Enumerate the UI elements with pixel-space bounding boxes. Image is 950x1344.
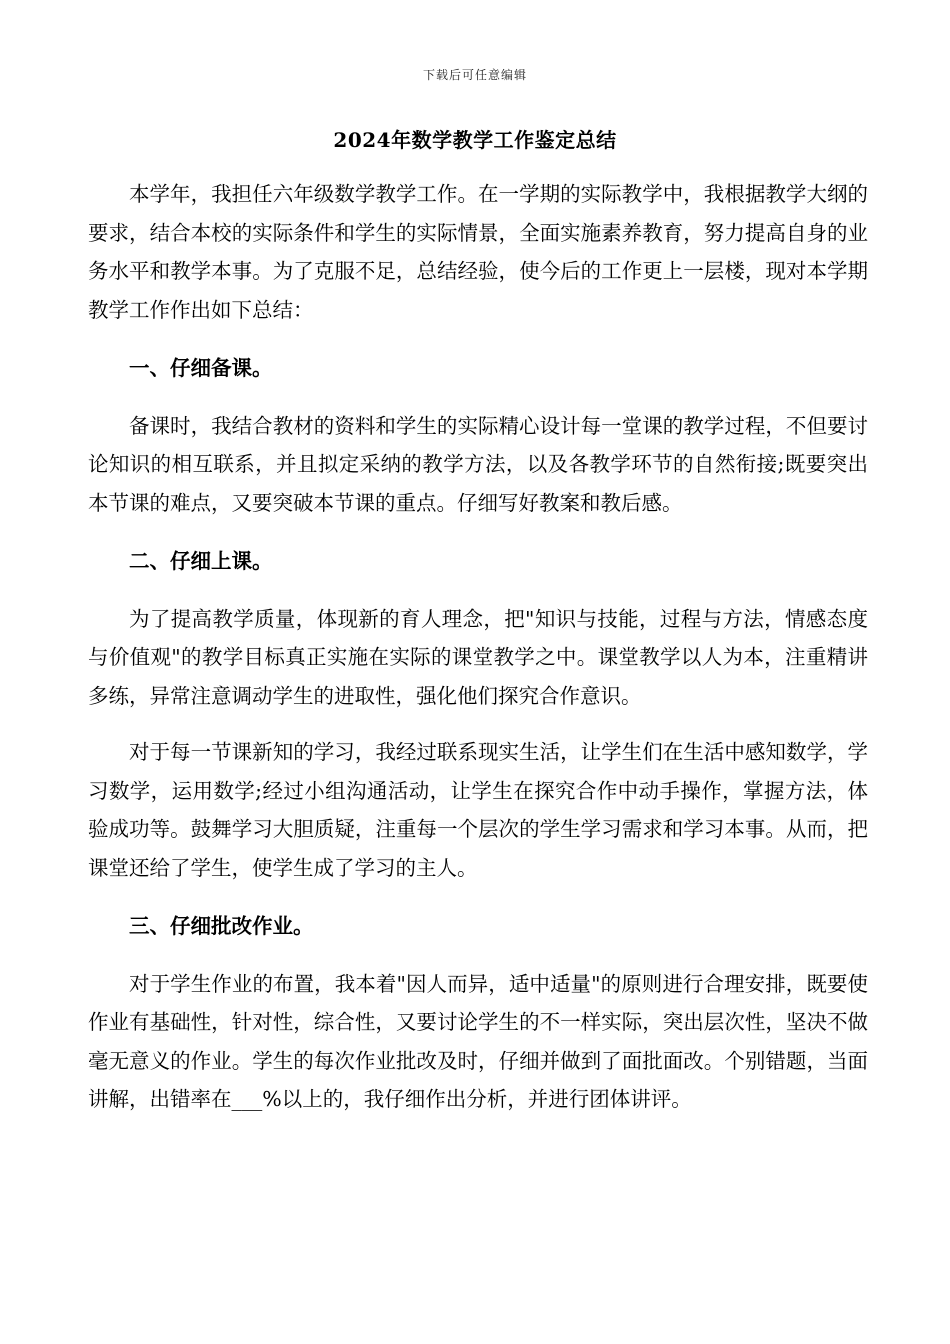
intro-paragraph: 本学年，我担任六年级数学教学工作。在一学期的实际教学中，我根据教学大纲的要求，结合本校的实际条件和学生的实际情景，全面实施素养教育，努力提高自身的业务水平和教学本事。为了克服不足，总结经验，使今后的工作更上一层楼，现对本学期教学工作作出如下总结： — [88, 182, 868, 322]
section-heading-2: 二、仔细上课。 — [129, 549, 273, 573]
section-2-paragraph-2: 对于每一节课新知的学习，我经过联系现实生活，让学生们在生活中感知数学，学习数学，运用数学;经过小组沟通活动，让学生在探究合作中动手操作，掌握方法，体验成功等。鼓舞学习大胆质疑，注重每一个层次的学生学习需求和学习本事。从而，把课堂还给了学生，使学生成了学习的主人。 — [88, 740, 868, 880]
section-1-paragraph-1: 备课时，我结合教材的资料和学生的实际精心设计每一堂课的教学过程，不但要讨论知识的相互联系，并且拟定采纳的教学方法，以及各教学环节的自然衔接;既要突出本节课的难点，又要突破本节课的重点。仔细写好教案和教后感。 — [88, 413, 868, 515]
document-body — [88, 175, 868, 1119]
document-title: 2024年数学教学工作鉴定总结 — [333, 128, 617, 152]
section-heading-1: 一、仔细备课。 — [129, 356, 273, 380]
header-note: 下载后可任意编辑 — [422, 68, 527, 82]
section-2-paragraph-1: 为了提高教学质量，体现新的育人理念，把"知识与技能，过程与方法，情感态度与价值观"的教学目标真正实施在实际的课堂教学之中。课堂教学以人为本，注重精讲多练，异常注意调动学生的进取性，强化他们探究合作意识。 — [88, 606, 868, 708]
section-heading-3: 三、仔细批改作业。 — [129, 914, 314, 938]
section-3-paragraph-1: 对于学生作业的布置，我本着"因人而异，适中适量"的原则进行合理安排，既要使作业有基础性，针对性，综合性，又要讨论学生的不一样实际，突出层次性，坚决不做毫无意义的作业。学生的每次作业批改及时，仔细并做到了面批面改。个别错题，当面讲解，出错率在___%以上的，我仔细作出分析，并进行团体讲评。 — [88, 971, 868, 1111]
